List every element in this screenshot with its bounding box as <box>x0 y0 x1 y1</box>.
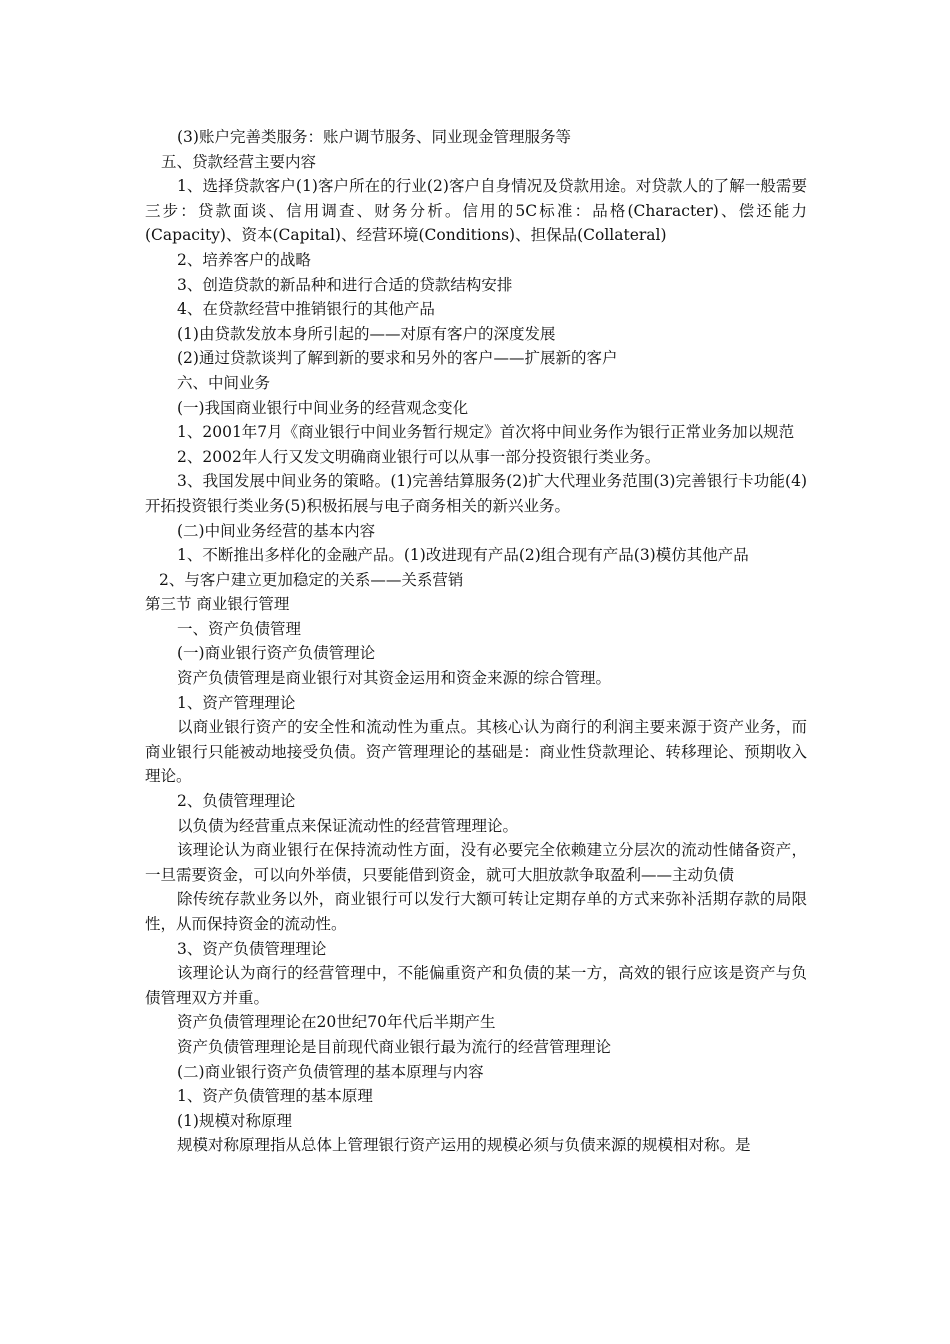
paragraph: 3、资产负债管理理论 <box>177 939 327 958</box>
paragraph: 该理论认为商行的经营管理中，不能偏重资产和负债的某一方，高效的银行应该是资产与负债管理双方并重。 <box>145 964 807 1007</box>
paragraph: (1)规模对称原理 <box>177 1111 292 1130</box>
paragraph: 1、不断推出多样化的金融产品。(1)改进现有产品(2)组合现有产品(3)模仿其他产品 <box>177 546 749 565</box>
paragraph: 1、资产管理理论 <box>177 693 296 712</box>
paragraph: 2、负债管理理论 <box>177 792 296 811</box>
paragraph: 4、在贷款经营中推销银行的其他产品 <box>177 300 435 319</box>
section-heading: 一、资产负债管理 <box>177 619 302 638</box>
paragraph: 1、选择贷款客户(1)客户所在的行业(2)客户自身情况及贷款用途。对贷款人的了解一般需要三步：贷款面谈、信用调查、财务分析。信用的5C标准：品格(Character)、偿还能力(Capacity)、资本(Capital)、经营环境(Conditions)、担保品(Collateral) <box>145 177 807 245</box>
paragraph: (1)由贷款发放本身所引起的——对原有客户的深度发展 <box>177 324 556 343</box>
paragraph: 资产负债管理是商业银行对其资金运用和资金来源的综合管理。 <box>177 669 612 688</box>
paragraph: 以商业银行资产的安全性和流动性为重点。其核心认为商行的利润主要来源于资产业务，而商业银行只能被动地接受负债。资产管理理论的基础是：商业性贷款理论、转移理论、预期收入理论。 <box>145 718 807 786</box>
subsection-heading: (二)中间业务经营的基本内容 <box>177 521 376 540</box>
paragraph: 资产负债管理理论在20世纪70年代后半期产生 <box>177 1013 496 1032</box>
paragraph: (2)通过贷款谈判了解到新的要求和另外的客户——扩展新的客户 <box>177 349 618 368</box>
paragraph: 3、我国发展中间业务的策略。(1)完善结算服务(2)扩大代理业务范围(3)完善银行卡功能(4)开拓投资银行类业务(5)积极拓展与电子商务相关的新兴业务。 <box>145 472 807 515</box>
subsection-heading: (一)商业银行资产负债管理论 <box>177 644 376 663</box>
paragraph: (3)账户完善类服务：账户调节服务、同业现金管理服务等 <box>177 128 571 146</box>
paragraph: 2、培养客户的战略 <box>177 250 311 269</box>
paragraph: 3、创造贷款的新品种和进行合适的贷款结构安排 <box>177 275 513 294</box>
paragraph: 规模对称原理指从总体上管理银行资产运用的规模必须与负债来源的规模相对称。是 <box>177 1136 751 1155</box>
paragraph: 1、2001年7月《商业银行中间业务暂行规定》首次将中间业务作为银行正常业务加以规范 <box>177 423 795 442</box>
paragraph: 以负债为经营重点来保证流动性的经营管理理论。 <box>177 816 519 835</box>
paragraph: 2、2002年人行又发文明确商业银行可以从事一部分投资银行类业务。 <box>177 447 661 466</box>
paragraph: 1、资产负债管理的基本原理 <box>177 1087 373 1106</box>
paragraph: 2、与客户建立更加稳定的关系——关系营销 <box>159 570 464 589</box>
section-heading: 五、贷款经营主要内容 <box>161 152 317 171</box>
subsection-heading: (一)我国商业银行中间业务的经营观念变化 <box>177 398 469 417</box>
document-body <box>145 125 807 1158</box>
section-heading: 六、中间业务 <box>177 373 271 392</box>
paragraph: 资产负债管理理论是目前现代商业银行最为流行的经营管理理论 <box>177 1037 612 1056</box>
paragraph: 该理论认为商业银行在保持流动性方面，没有必要完全依赖建立分层次的流动性储备资产，一旦需要资金，可以向外举债，只要能借到资金，就可大胆放款争取盈利——主动负债 <box>145 841 807 884</box>
paragraph: 除传统存款业务以外，商业银行可以发行大额可转让定期存单的方式来弥补活期存款的局限性，从而保持资金的流动性。 <box>145 890 807 933</box>
chapter-heading: 第三节 商业银行管理 <box>145 595 290 614</box>
subsection-heading: (二)商业银行资产负债管理的基本原理与内容 <box>177 1062 484 1081</box>
